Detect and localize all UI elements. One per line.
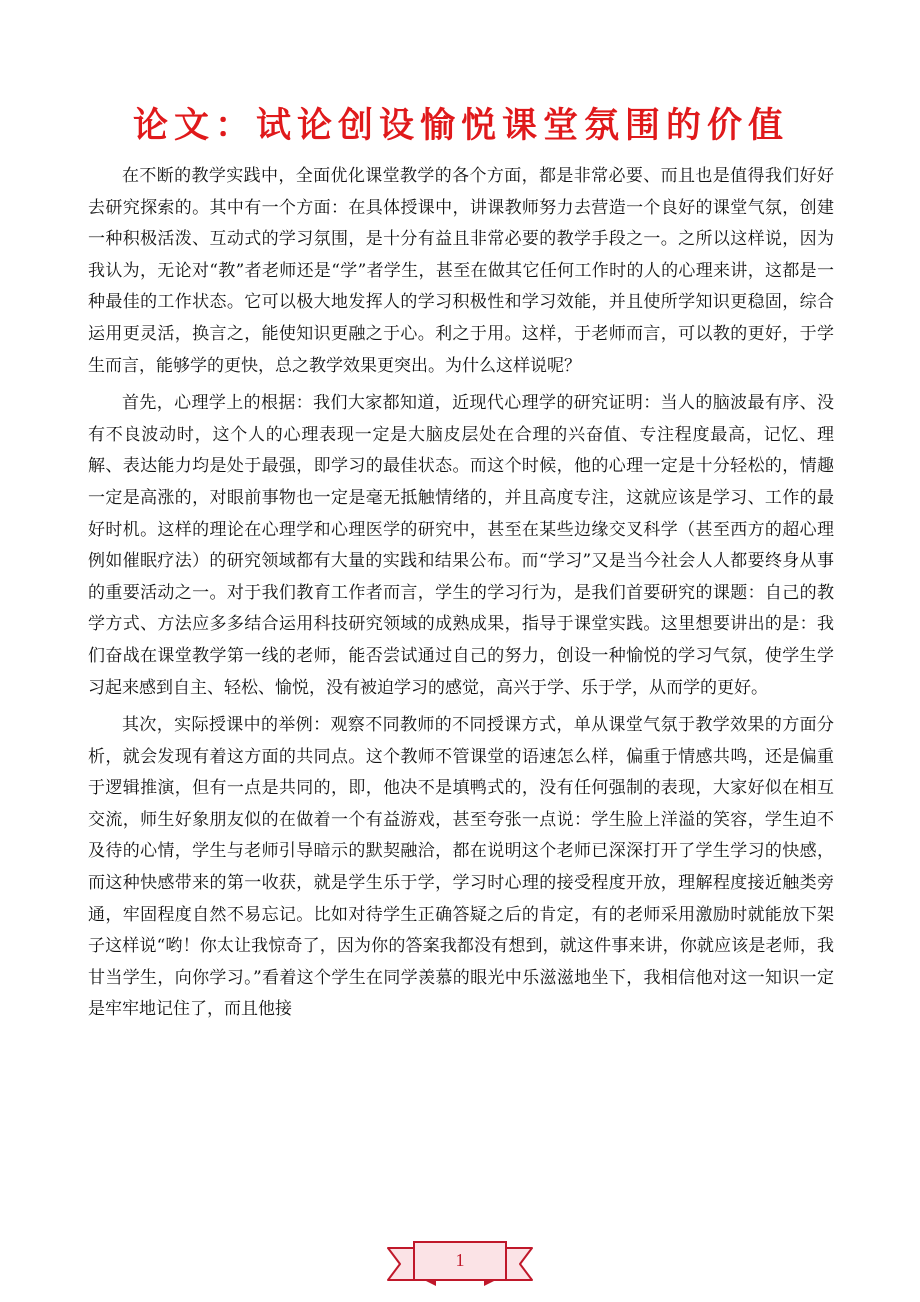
document-page	[88, 0, 834, 1026]
body-paragraph-3: 其次，实际授课中的举例：观察不同教师的不同授课方式，单从课堂气氛于教学效果的方面分析，就会发现有着这方面的共同点。这个教师不管课堂的语速怎么样，偏重于情感共鸣，还是偏重于逻辑推演，但有一点是共同的，即，他决不是填鸭式的，没有任何强制的表现，大家好似在相互交流，师生好象朋友似的在做着一个有益游戏，甚至夸张一点说：学生脸上洋溢的笑容，学生迫不及待的心情，学生与老师引导暗示的默契融洽，都在说明这个老师已深深打开了学生学习的快感，而这种快感带来的第一收获，就是学生乐于学，学习时心理的接受程度开放，理解程度接近触类旁通，牢固程度自然不易忘记。比如对待学生正确答疑之后的肯定，有的老师采用激励时就能放下架子这样说“哟！你太让我惊奇了，因为你的答案我都没有想到，就这件事来讲，你就应该是老师，我甘当学生，向你学习。”看着这个学生在同学羡慕的眼光中乐滋滋地坐下，我相信他对这一知识一定是牢牢地记住了，而且他接	[88, 715, 834, 1020]
page-title: 论文：试论创设愉悦课堂氛围的价值	[132, 106, 789, 146]
body-paragraph-1: 在不断的教学实践中，全面优化课堂教学的各个方面，都是非常必要、而且也是值得我们好好去研究探索的。其中有一个方面：在具体授课中，讲课教师努力去营造一个良好的课堂气氛，创建一种积极活泼、互动式的学习氛围，是十分有益且非常必要的教学手段之一。之所以这样说，因为我认为，无论对“教”者老师还是“学”者学生，甚至在做其它任何工作时的人的心理来讲，这都是一种最佳的工作状态。它可以极大地发挥人的学习积极性和学习效能，并且使所学知识更稳固，综合运用更灵活，换言之，能使知识更融之于心。利之于用。这样，于老师而言，可以教的更好，于学生而言，能够学的更快，总之教学效果更突出。为什么这样说呢？	[88, 166, 834, 376]
body-paragraph-2: 首先，心理学上的根据：我们大家都知道，近现代心理学的研究证明：当人的脑波最有序、没有不良波动时，这个人的心理表现一定是大脑皮层处在合理的兴奋值、专注程度最高，记忆、理解、表达能力均是处于最强，即学习的最佳状态。而这个时候，他的心理一定是十分轻松的，情趣一定是高涨的，对眼前事物也一定是毫无抵触情绪的，并且高度专注，这就应该是学习、工作的最好时机。这样的理论在心理学和心理医学的研究中，甚至在某些边缘交叉科学（甚至西方的超心理例如催眠疗法）的研究领域都有大量的实践和结果公布。而“学习”又是当今社会人人都要终身从事的重要活动之一。对于我们教育工作者而言，学生的学习行为，是我们首要研究的课题：自己的教学方式、方法应多多结合运用科技研究领域的成熟成果，指导于课堂实践。这里想要讲出的是：我们奋战在课堂教学第一线的老师，能否尝试通过自己的努力，创设一种愉悦的学习气氛，使学生学习起来感到自主、轻松、愉悦，没有被迫学习的感觉，高兴于学、乐于学，从而学的更好。	[88, 393, 834, 698]
page-number-ribbon	[384, 1236, 536, 1288]
page-number: 1	[455, 1250, 465, 1270]
